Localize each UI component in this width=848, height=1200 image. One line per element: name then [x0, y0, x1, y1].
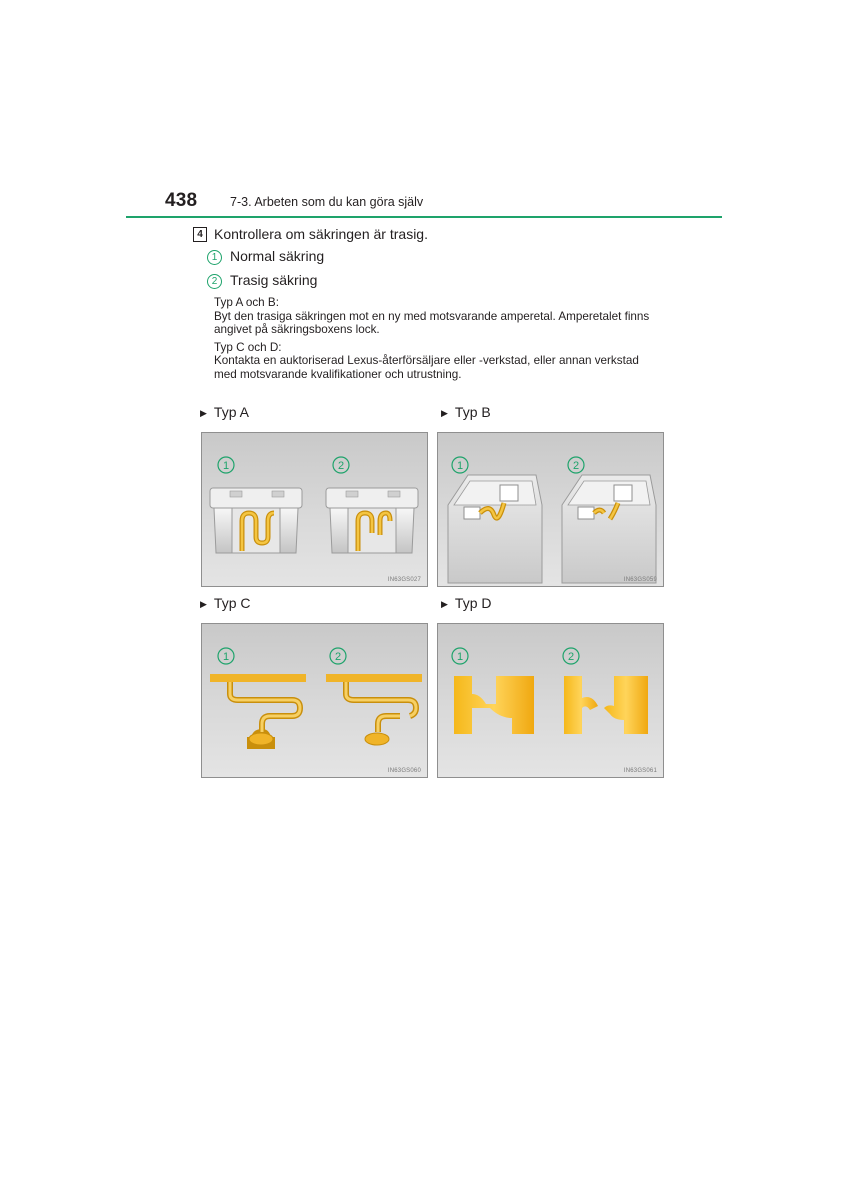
caption-typ-d — [441, 595, 492, 611]
bullet-arrow-icon: ▶ — [441, 599, 448, 609]
notes-cd-heading: Typ C och D: — [214, 340, 282, 354]
notes-cd-line2: med motsvarande kvalifikationer och utrustning. — [214, 367, 462, 381]
figure-code: IN63GS061 — [623, 768, 657, 774]
legend-marker-1: 1 — [207, 250, 222, 265]
figure-code: IN63GS027 — [387, 577, 421, 583]
figure-typ-a — [201, 432, 428, 587]
fuse-type-d-illustration — [438, 624, 664, 778]
notes-ab-line1: Byt den trasiga säkringen mot en ny med motsvarande amperetal. Amperetalet finns — [214, 309, 650, 323]
page-number: 438 — [165, 190, 198, 211]
caption-text: Typ D — [454, 595, 492, 611]
caption-text: Typ C — [213, 595, 251, 611]
bullet-arrow-icon: ▶ — [200, 408, 207, 418]
legend-label-broken: Trasig säkring — [230, 272, 318, 288]
marker-2: 2 — [567, 651, 575, 663]
notes-ab-line2: angivet på säkringsboxens lock. — [214, 323, 380, 336]
marker-1: 1 — [456, 651, 464, 663]
figure-typ-d — [437, 623, 664, 778]
step-text: Kontrollera om säkringen är trasig. — [214, 226, 428, 242]
marker-2: 2 — [334, 651, 342, 663]
step-number-box: 4 — [193, 227, 207, 242]
caption-typ-b — [441, 404, 491, 420]
fuse-type-c-illustration — [202, 624, 428, 778]
notes-ab-heading: Typ A och B: — [214, 296, 279, 309]
caption-text: Typ A — [213, 404, 249, 420]
bullet-arrow-icon: ▶ — [441, 408, 448, 418]
caption-typ-c — [200, 595, 251, 611]
section-title: 7-3. Arbeten som du kan göra själv — [230, 195, 424, 209]
figure-typ-b — [437, 432, 664, 587]
bullet-arrow-icon: ▶ — [200, 599, 207, 609]
notes-block — [214, 296, 659, 381]
fuse-type-b-illustration — [438, 433, 664, 587]
legend-marker-2: 2 — [207, 274, 222, 289]
header-rule — [126, 216, 722, 218]
marker-1: 1 — [456, 460, 464, 472]
figure-code: IN63GS060 — [387, 768, 421, 774]
caption-typ-a — [200, 404, 249, 420]
caption-text: Typ B — [454, 404, 491, 420]
marker-2: 2 — [337, 460, 345, 472]
notes-cd-line1: Kontakta en auktoriserad Lexus-återförsäljare eller -verkstad, eller annan verkstad — [214, 354, 639, 367]
legend-label-normal: Normal säkring — [230, 248, 325, 264]
marker-1: 1 — [222, 460, 230, 472]
fuse-type-a-illustration — [202, 433, 428, 587]
figure-typ-c — [201, 623, 428, 778]
marker-1: 1 — [222, 651, 230, 663]
marker-2: 2 — [572, 460, 580, 472]
figure-code: IN63GS059 — [623, 577, 657, 583]
